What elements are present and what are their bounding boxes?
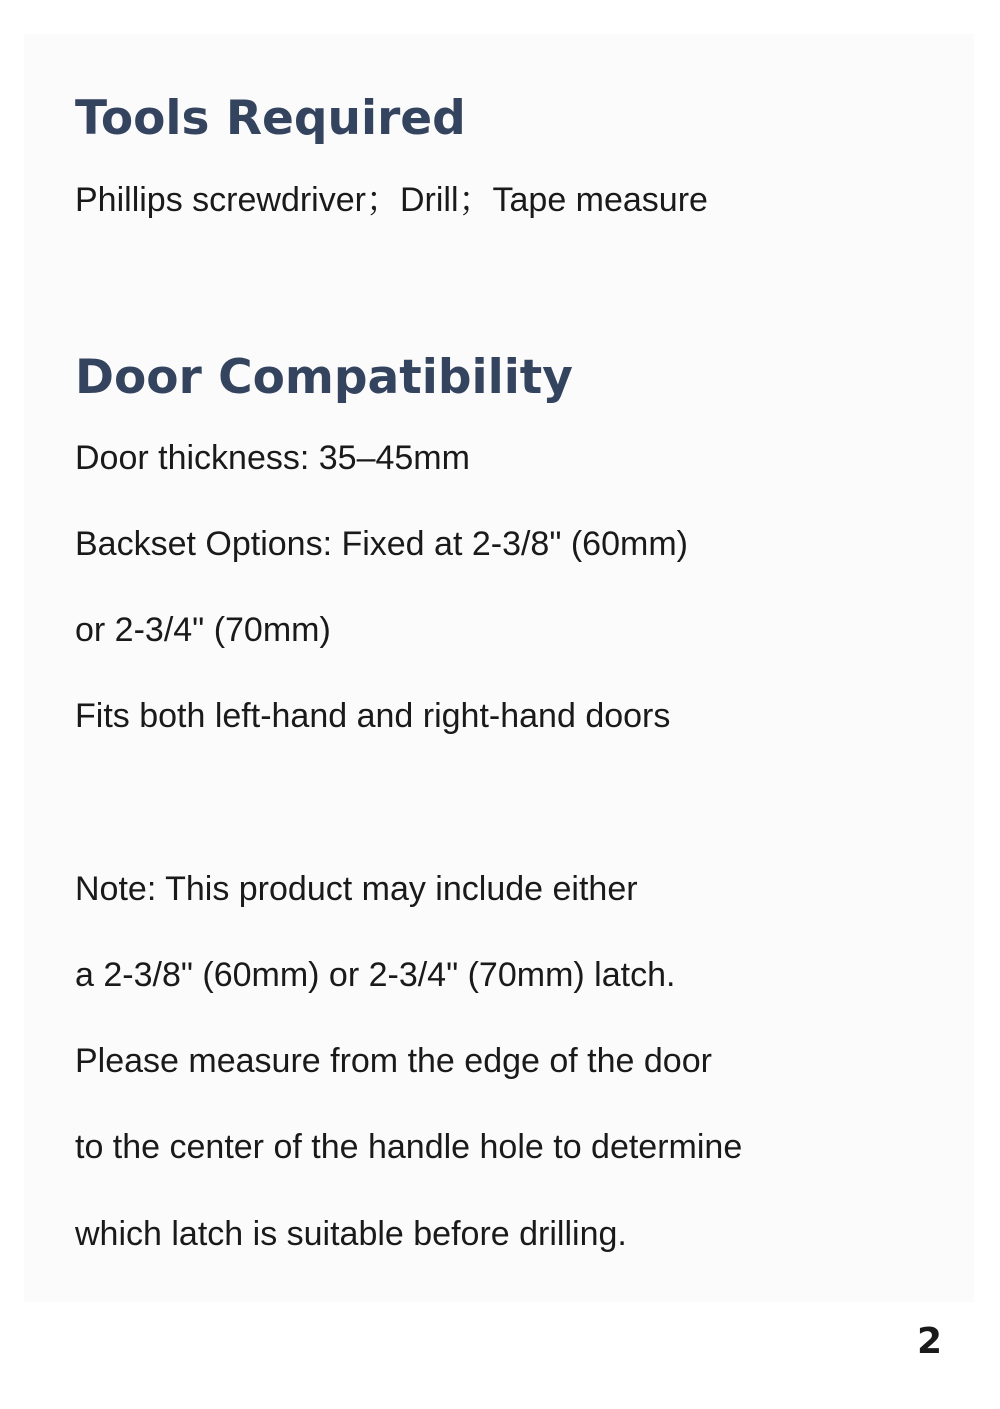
note-line: Please measure from the edge of the door	[75, 1042, 712, 1080]
note-line: a 2-3/8" (60mm) or 2-3/4" (70mm) latch.	[75, 956, 676, 994]
tools-list: Phillips screwdriver；Drill；Tape measure	[75, 181, 708, 219]
backset-options-text: Backset Options: Fixed at 2-3/8" (60mm)	[75, 525, 688, 563]
door-compatibility-heading: Door Compatibility	[75, 350, 573, 405]
door-handing-text: Fits both left-hand and right-hand doors	[75, 697, 671, 735]
page-number: 2	[916, 1321, 942, 1362]
note-line: to the center of the handle hole to determine	[75, 1128, 743, 1166]
door-thickness-text: Door thickness: 35–45mm	[75, 439, 470, 477]
note-line: which latch is suitable before drilling.	[75, 1215, 627, 1253]
note-line: Note: This product may include either	[75, 870, 638, 908]
page-panel	[24, 34, 974, 1302]
tools-required-heading: Tools Required	[75, 91, 466, 146]
backset-options-continued-text: or 2-3/4" (70mm)	[75, 611, 331, 649]
